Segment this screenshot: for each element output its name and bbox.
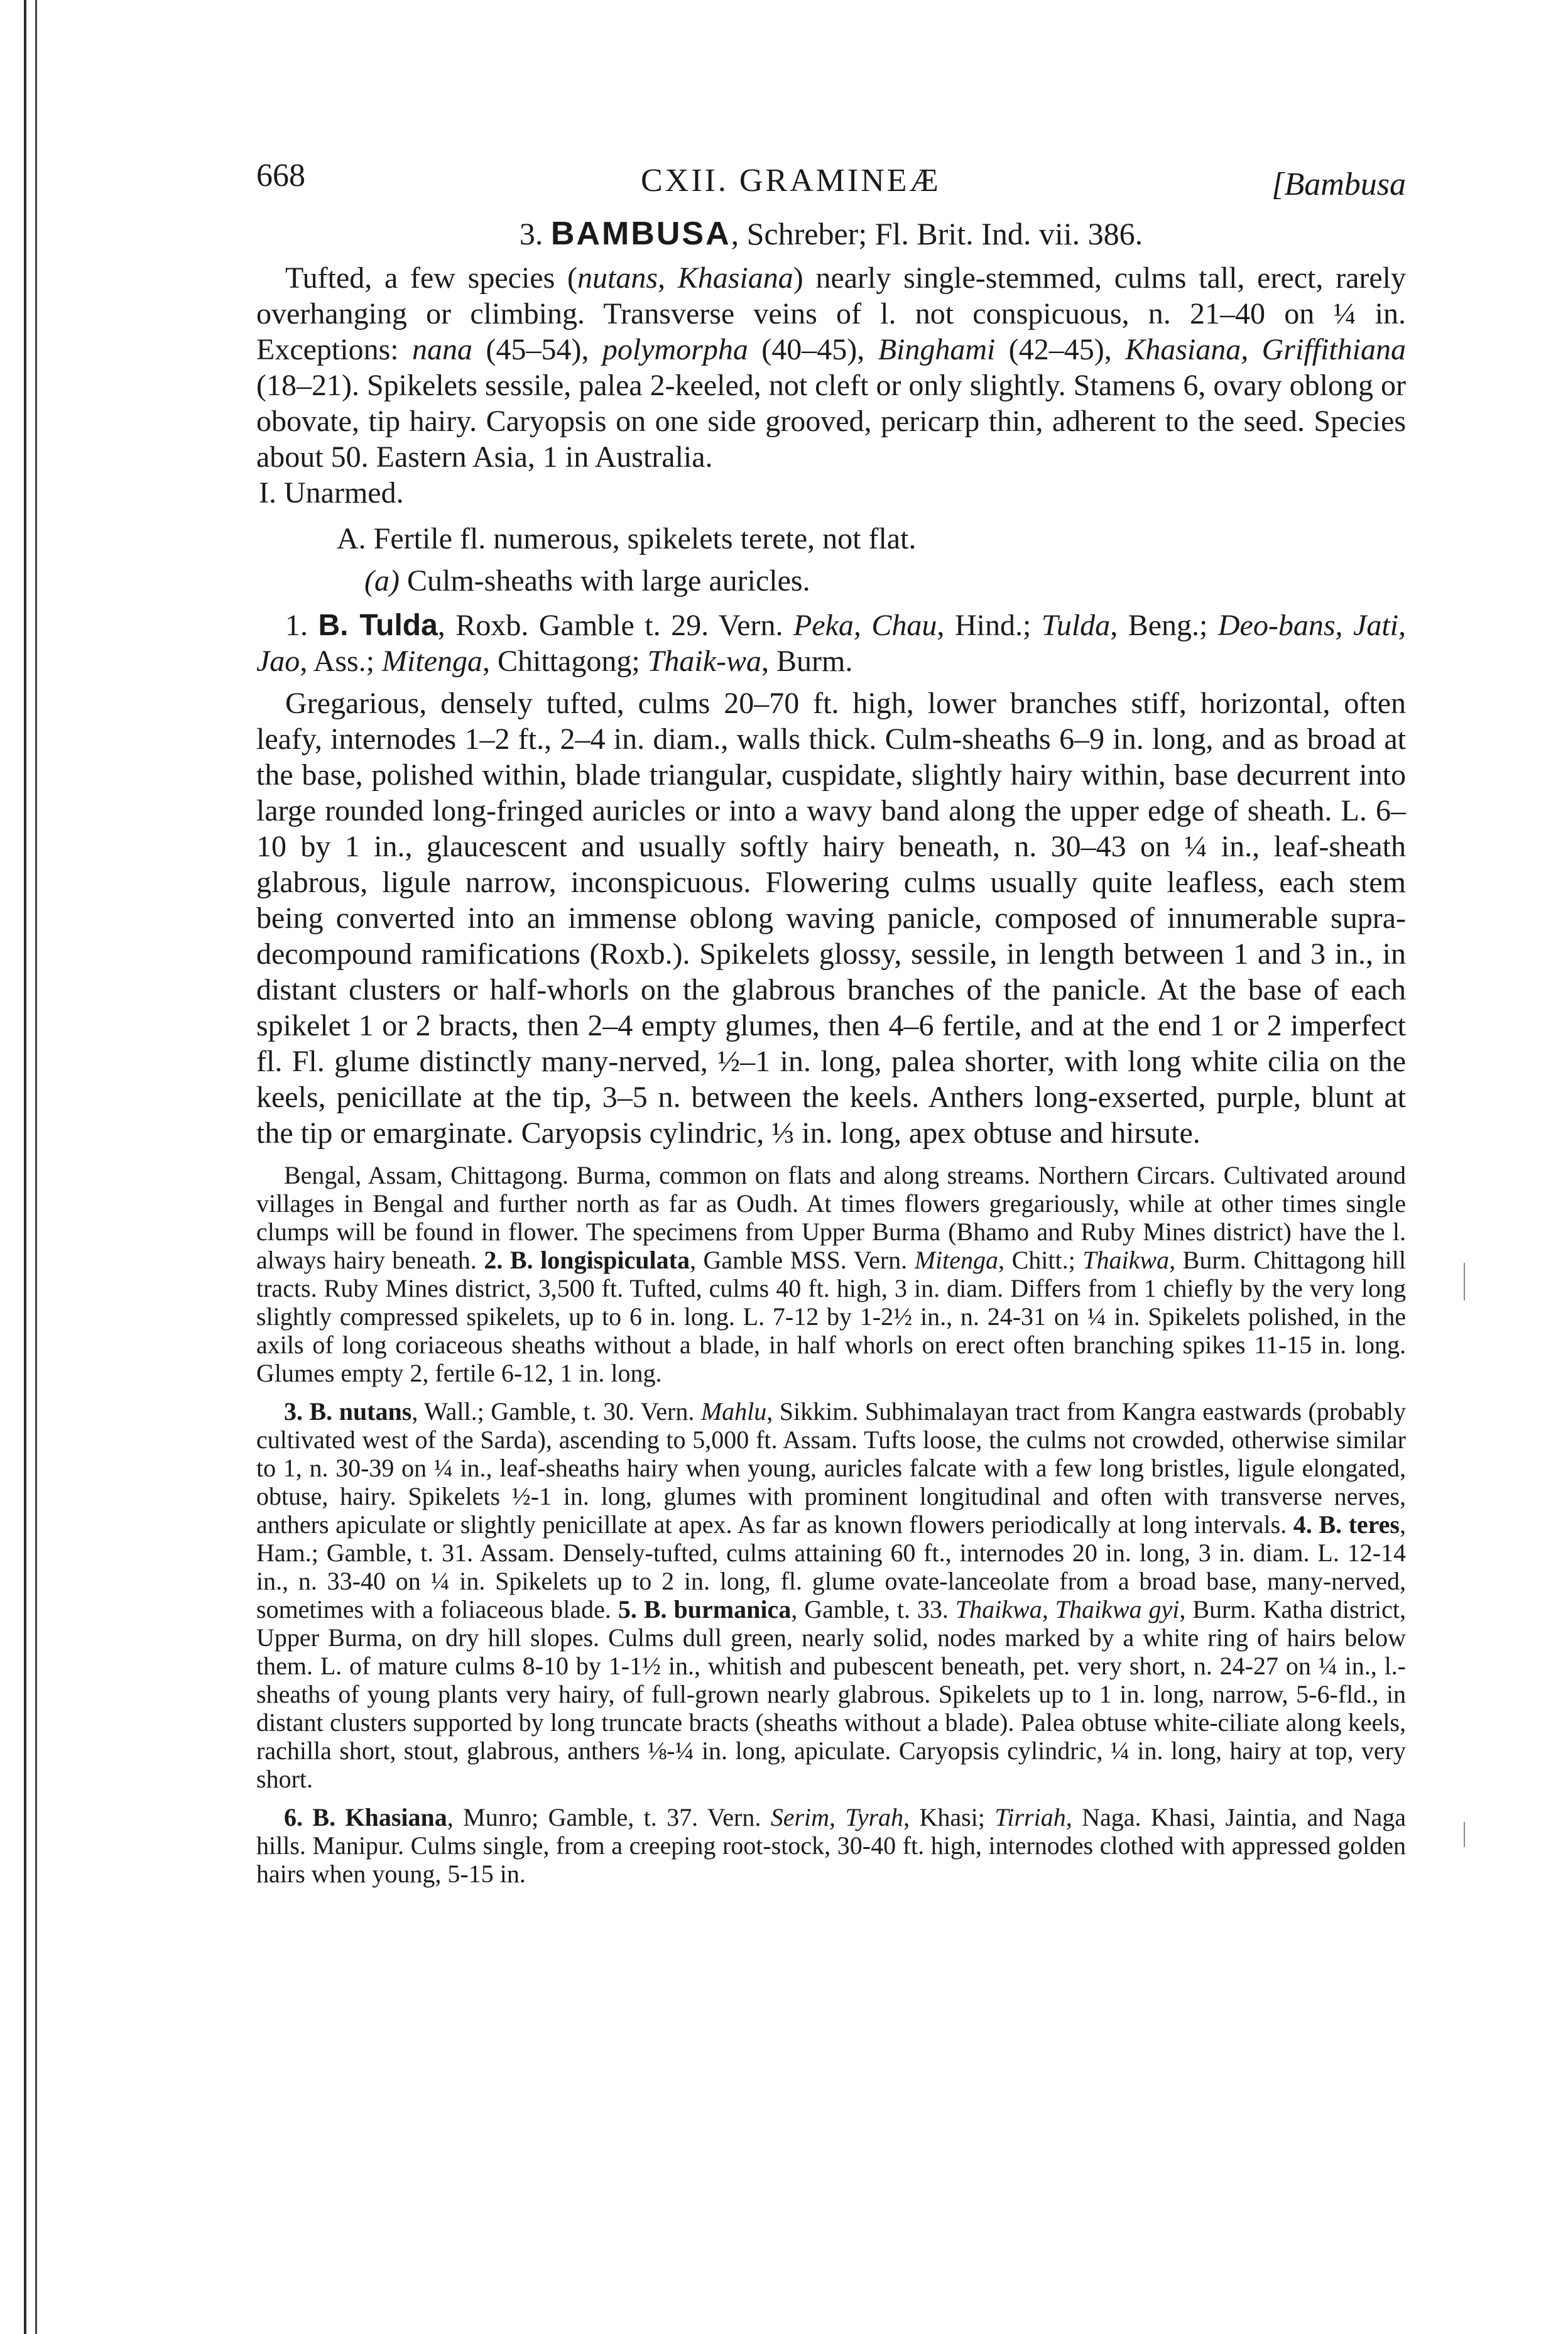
key-level-1: I. Unarmed. bbox=[259, 476, 404, 510]
genus-name: BAMBUSA bbox=[550, 215, 731, 252]
page-header bbox=[256, 157, 1406, 207]
genus-authority: , Schreber; bbox=[731, 216, 868, 251]
species-note-3: 6. B. Khasiana, Munro; Gamble, t. 37. Vern. Serim, Tyrah, Khasi; Tirriah, Naga. Khasi, Jaintia, and Naga hills. Manipur. Culms single, from a creeping root-stock, 30-40 ft. high, internodes clothed with appressed golden hairs when young, 5-15 in. bbox=[256, 1803, 1407, 1888]
genus-number: 3. bbox=[519, 216, 543, 251]
species-1-description: Gregarious, densely tufted, culms 20–70 ft. high, lower branches stiff, horizontal, often leafy, internodes 1–2 ft., 2–4 in. diam., walls thick. Culm-sheaths 6–9 in. long, and as broad at the base, polished within, blade triangular, cuspidate, slightly hairy within, base decurrent into large rounded long-fringed auricles or into a wavy band along the upper edge of sheath. L. 6–10 by 1 in., glaucescent and usually softly hairy beneath, n. 30–43 on ¼ in., leaf-sheath glabrous, ligule narrow, inconspicuous. Flowering culms usually quite leafless, each stem being converted into an immense oblong waving panicle, composed of innumerable supra-decompound ramifications (Roxb.). Spikelets glossy, sessile, in length between 1 and 3 in., in distant clusters or half-whorls on the glabrous branches of the panicle. At the base of each spikelet 1 or 2 bracts, then 2–4 empty glumes, then 4–6 fertile, and at the end 1 or 2 imperfect fl. Fl. glume distinctly many-nerved, ½–1 in. long, palea shorter, with long white cilia on the keels, penicillate at the tip, 3–5 n. between the keels. Anthers long-exserted, purple, blunt at the tip or emarginate. Caryopsis cylindric, ⅓ in. long, apex obtuse and hirsute. bbox=[256, 687, 1406, 1150]
running-title: CXII. GRAMINEÆ bbox=[641, 163, 941, 199]
key-level-2: A. Fertile fl. numerous, spikelets terete, not flat. bbox=[337, 522, 917, 555]
key-level-3: (a) Culm-sheaths with large auricles. bbox=[364, 564, 810, 597]
page-number: 668 bbox=[256, 158, 305, 194]
binding-line-outer bbox=[24, 0, 26, 2334]
distribution-note-1: Bengal, Assam, Chittagong. Burma, common on flats and along streams. Northern Circars. Cultivated around villages in Bengal and further north as far as Oudh. At times flowers gregariously, while at other times single clumps will be found in flower. The specimens from Upper Burma (Bhamo and Ruby Mines district) have the l. always hairy beneath. 2. B. longispiculata, Gamble MSS. Vern. Mitenga, Chitt.; Thaikwa, Burm. Chittagong hill tracts. Ruby Mines district, 3,500 ft. Tufted, culms 40 ft. high, 3 in. diam. Differs from 1 chiefly by the very long slightly compressed spikelets, up to 6 in. long. L. 7-12 by 1-2½ in., n. 24-31 on ¼ in. Spikelets polished, in the axils of long coriaceous sheaths without a blade, in half whorls on erect often branching spikes 11-15 in. long. Glumes empty 2, fertile 6-12, 1 in. long. bbox=[256, 1161, 1406, 1387]
genus-tag: [Bambusa bbox=[1271, 166, 1406, 202]
species-note-2: 3. B. nutans, Wall.; Gamble, t. 30. Vern. Mahlu, Sikkim. Subhimalayan tract from Kangra eastwards (probably cultivated west of the Sarda), ascending to 5,000 ft. Assam. Tufts loose, the culms not crowded, otherwise similar to 1, n. 30-39 on ¼ in., leaf-sheaths hairy when young, auricles falcate with a few long bristles, ligule elongated, obtuse, hairy. Spikelets ½-1 in. long, glumes with prominent longitudinal and often with transverse nerves, anthers apiculate or slightly penicillate at apex. As far as known flowers periodically at long intervals. 4. B. teres, Ham.; Gamble, t. 31. Assam. Densely-tufted, culms attaining 60 ft., internodes 20 in. long, 3 in. diam. L. 12-14 in., n. 33-40 on ¼ in. Spikelets up to 2 in. long, fl. glume ovate-lanceolate from a broad base, many-nerved, sometimes with a foliaceous blade. 5. B. burmanica, Gamble, t. 33. Thaikwa, Thaikwa gyi, Burm. Katha district, Upper Burma, on dry hill slopes. Culms dull green, nearly solid, nodes marked by a white ring of hairs below them. L. of mature culms 8-10 by 1-1½ in., whitish and pubescent beneath, pet. very short, n. 24-27 on ¼ in., l.-sheaths of young plants very hairy, of full-grown nearly glabrous. Spikelets up to 1 in. long, narrow, 5-6-fld., in distant clusters supported by long truncate bracts (sheaths without a blade). Palea obtuse white-ciliate along keels, rachilla short, stout, glabrous, anthers ⅛-¼ in. long, apiculate. Caryopsis cylindric, ¼ in. long, hairy at top, very short. bbox=[256, 1397, 1407, 1793]
genus-reference: Fl. Brit. Ind. vii. 386. bbox=[867, 216, 1143, 251]
species-1-heading: 1. B. Tulda, Roxb. Gamble t. 29. Vern. Peka, Chau, Hind.; Tulda, Beng.; Deo-bans, Jati, Jao, Ass.; Mitenga, Chittagong; Thaik-wa, Burm. bbox=[256, 609, 1406, 678]
genus-heading bbox=[256, 215, 1406, 253]
genus-description: Tufted, a few species (nutans, Khasiana) nearly single-stemmed, culms tall, erect, rarely overhanging or climbing. Transverse veins of l. not conspicuous, n. 21–40 on ¼ in. Exceptions: nana (45–54), polymorpha (40–45), Binghami (42–45), Khasiana, Griffithiana (18–21). Spikelets sessile, palea 2-keeled, not cleft or only slightly. Stamens 6, ovary oblong or obovate, tip hairy. Caryopsis on one side grooved, pericarp thin, adherent to the seed. Species about 50. Eastern Asia, 1 in Australia. bbox=[256, 261, 1407, 474]
margin-mark bbox=[1464, 1263, 1465, 1301]
species-1-name: B. Tulda bbox=[318, 609, 438, 642]
page-content bbox=[256, 157, 1406, 1888]
binding-line-inner bbox=[35, 0, 37, 2334]
margin-mark bbox=[1464, 1822, 1465, 1847]
